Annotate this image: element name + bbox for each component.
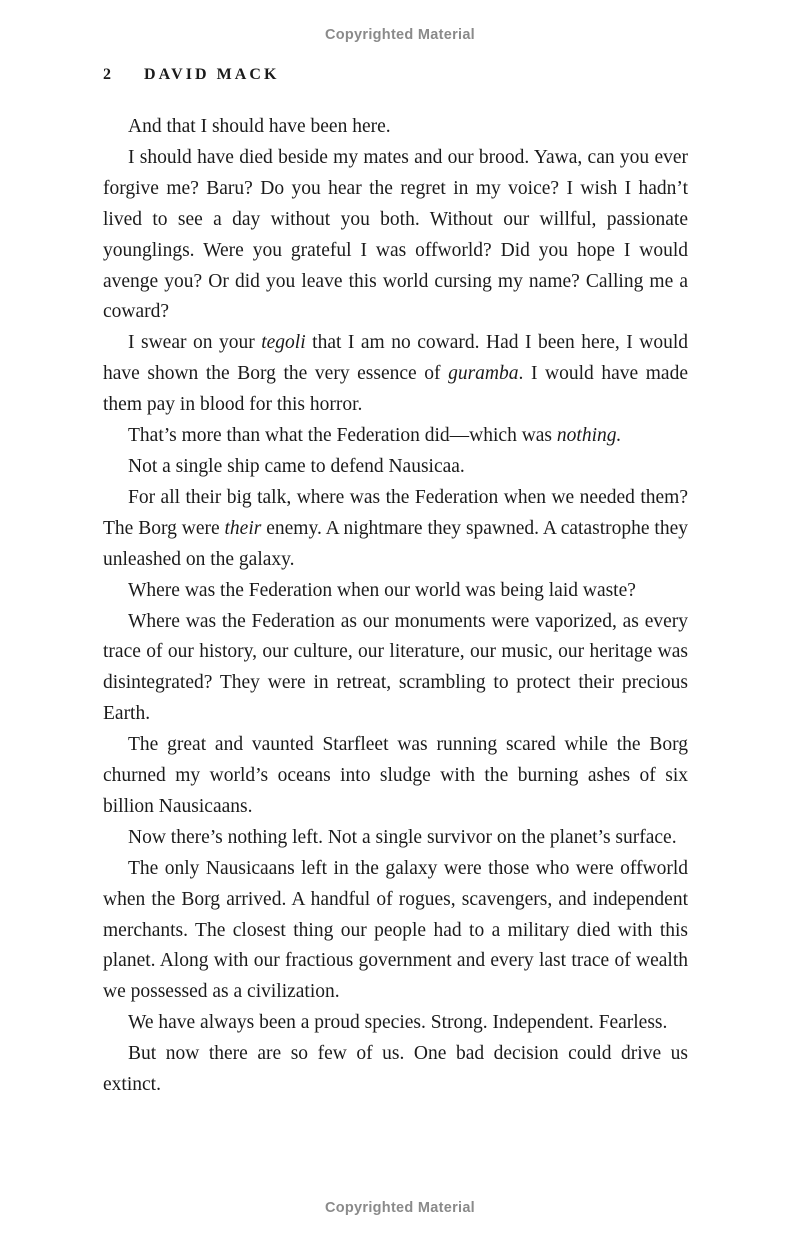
- paragraph: [103, 576, 688, 607]
- copyright-notice-top: Copyrighted Material: [324, 27, 475, 43]
- paragraph: [103, 483, 688, 576]
- text-run: I swear on your: [128, 332, 262, 354]
- paragraph: [103, 854, 688, 1009]
- text-run: enemy. A nightmare they spawned. A catastrophe they unleashed on the galaxy.: [103, 517, 688, 570]
- text-run: Now there’s nothing left. Not a single survivor on the planet’s surface.: [128, 826, 677, 848]
- paragraph: [103, 823, 688, 854]
- text-run: Where was the Federation when our world was being laid waste?: [128, 579, 636, 601]
- paragraph: [103, 421, 688, 452]
- italic-run: tegoli: [261, 332, 306, 354]
- text-run: And that I should have been here.: [128, 116, 391, 137]
- text-run: Not a single ship came to defend Nausicaa.: [128, 455, 465, 477]
- running-header: [103, 66, 688, 84]
- text-run: We have always been a proud species. Strong. Independent. Fearless.: [128, 1012, 668, 1034]
- text-run: The great and vaunted Starfleet was running scared while the Borg churned my world’s oceans into sludge with the burning ashes of six billion Nausicaans.: [103, 734, 688, 817]
- text-run: But now there are so few of us. One bad decision could drive us extinct.: [103, 1043, 688, 1096]
- paragraph: [103, 452, 688, 483]
- body-text: [103, 112, 688, 1101]
- paragraph: [103, 1039, 688, 1101]
- paragraph: [103, 1008, 688, 1039]
- text-run: Where was the Federation as our monuments were vaporized, as every trace of our history, our culture, our literature, our music, our heritage was disintegrated? They were in retreat, scrambling to protect their precious Earth.: [103, 610, 688, 725]
- text-run: The only Nausicaans left in the galaxy were those who were offworld when the Borg arrived. A handful of rogues, scavengers, and independent merchants. The closest thing our people had to a military died with this planet. Along with our fractious government and every last trace of wealth we possessed as a civilization.: [103, 857, 688, 1003]
- text-run: . I would have made them pay in blood for this horror.: [103, 363, 688, 416]
- text-run: that I am no coward. Had I been here, I would have shown the Borg the very essence of: [103, 332, 688, 385]
- text-run: For all their big talk, where was the Federation when we needed them? The Borg were: [103, 486, 688, 539]
- page-number: 2: [103, 66, 111, 83]
- copyright-notice-bottom: Copyrighted Material: [324, 1200, 475, 1216]
- paragraph: [103, 607, 688, 731]
- paragraph: [103, 112, 688, 143]
- italic-run: guramba: [448, 363, 519, 385]
- author-name: DAVID MACK: [144, 66, 280, 83]
- paragraph: [103, 328, 688, 421]
- italic-run: their: [224, 517, 262, 539]
- paragraph: [103, 730, 688, 823]
- paragraph: [103, 143, 688, 328]
- italic-run: nothing.: [556, 425, 622, 447]
- text-run: I should have died beside my mates and our brood. Yawa, can you ever forgive me? Baru? Do you hear the regret in my voice? I wish I hadn’t lived to see a day without you both. Without our willful, passionate younglings. Were you grateful I was offworld? Did you hope I would avenge you? Or did you leave this world cursing my name? Calling me a coward?: [103, 146, 688, 323]
- text-run: That’s more than what the Federation did—which was: [128, 425, 557, 447]
